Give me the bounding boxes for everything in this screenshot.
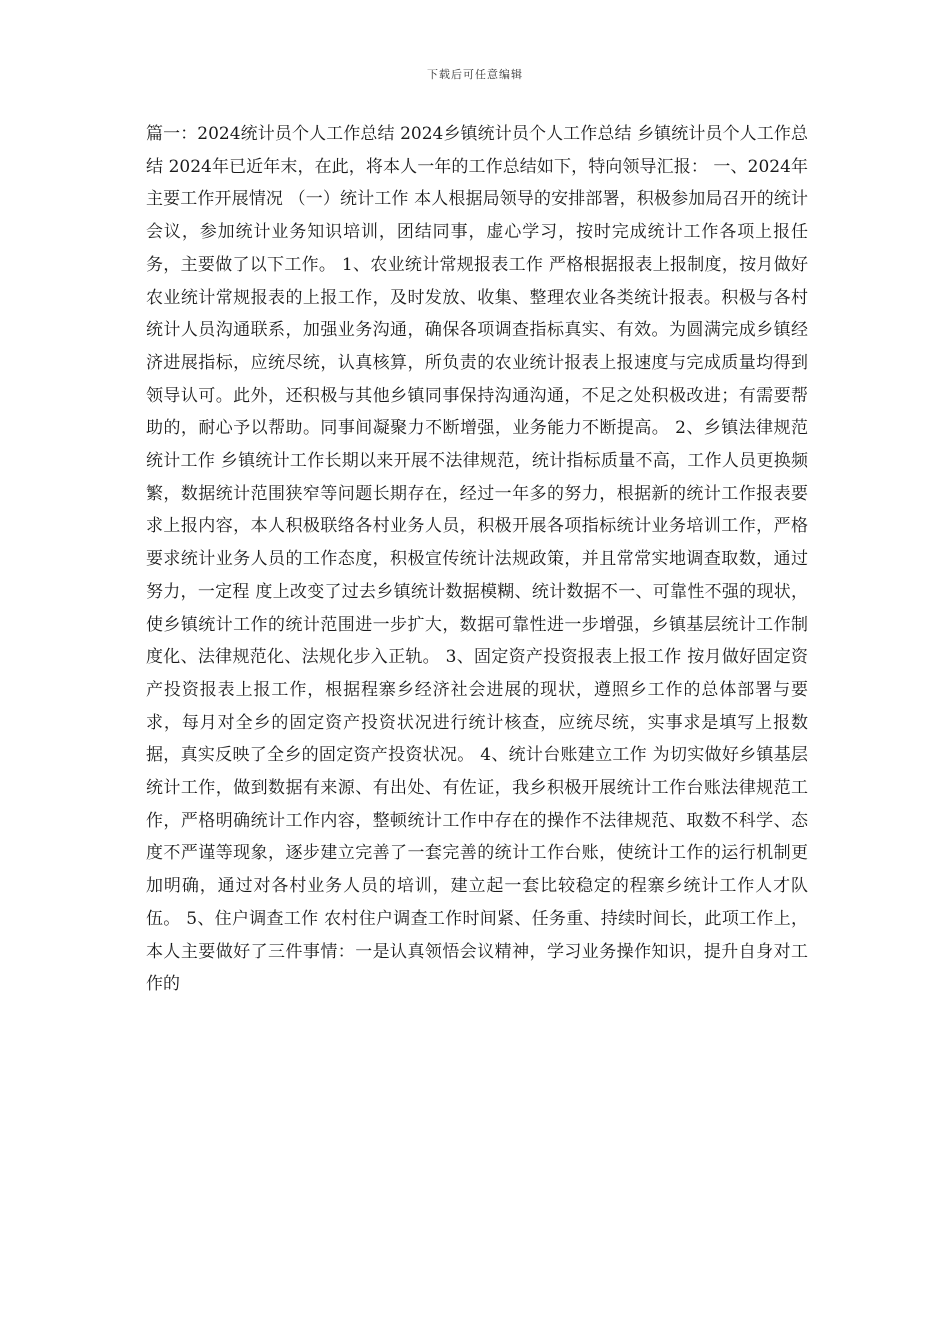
page-header: 下载后可任意编辑	[427, 68, 523, 81]
document-body-text: 篇一：2024统计员个人工作总结 2024乡镇统计员个人工作总结 乡镇统计员个人工作总结 2024年已近年末，在此，将本人一年的工作总结如下，特向领导汇报： 一、2024年主要工作开展情况 （一）统计工作 本人根据局领导的安排部署，积极参加局召开的统计会议，参加统计业务知识培训，团结同事，虚心学习，按时完成统计工作各项上报任务，主要做了以下工作。 1、农业统计常规报表工作 严格根据报表上报制度，按月做好农业统计常规报表的上报工作，及时发放、收集、整理农业各类统计报表。积极与各村统计人员沟通联系，加强业务沟通，确保各项调查指标真实、有效。为圆满完成乡镇经济进展指标，应统尽统，认真核算，所负责的农业统计报表上报速度与完成质量均得到领导认可。此外，还积极与其他乡镇同事保持沟通沟通，不足之处积极改进；有需要帮助的，耐心予以帮助。同事间凝聚力不断增强，业务能力不断提高。 2、乡镇法律规范统计工作 乡镇统计工作长期以来开展不法律规范，统计指标质量不高，工作人员更换频繁，数据统计范围狭窄等问题长期存在，经过一年多的努力，根据新的统计工作报表要求上报内容，本人积极联络各村业务人员，积极开展各项指标统计业务培训工作，严格要求统计业务人员的工作态度，积极宣传统计法规政策，并且常常实地调查取数，通过努力，一定程 度上改变了过去乡镇统计数据模糊、统计数据不一、可靠性不强的现状，使乡镇统计工作的统计范围进一步扩大，数据可靠性进一步增强，乡镇基层统计工作制度化、法律规范化、法规化步入正轨。 3、固定资产投资报表上报工作 按月做好固定资产投资报表上报工作，根据程寨乡经济社会进展的现状，遵照乡工作的总体部署与要求，每月对全乡的固定资产投资状况进行统计核查，应统尽统，实事求是填写上报数据，真实反映了全乡的固定资产投资状况。 4、统计台账建立工作 为切实做好乡镇基层统计工作，做到数据有来源、有出处、有佐证，我乡积极开展统计工作台账法律规范工作，严格明确统计工作内容，整顿统计工作中存在的操作不法律规范、取数不科学、态度不严谨等现象，逐步建立完善了一套完善的统计工作台账，使统计工作的运行机制更加明确，通过对各村业务人员的培训，建立起一套比较稳定的程寨乡统计工作人才队伍。 5、住户调查工作 农村住户调查工作时间紧、任务重、持续时间长，此项工作上，本人主要做好了三件事情：一是认真领悟会议精神，学习业务操作知识，提升自身对工作的	[146, 124, 808, 995]
